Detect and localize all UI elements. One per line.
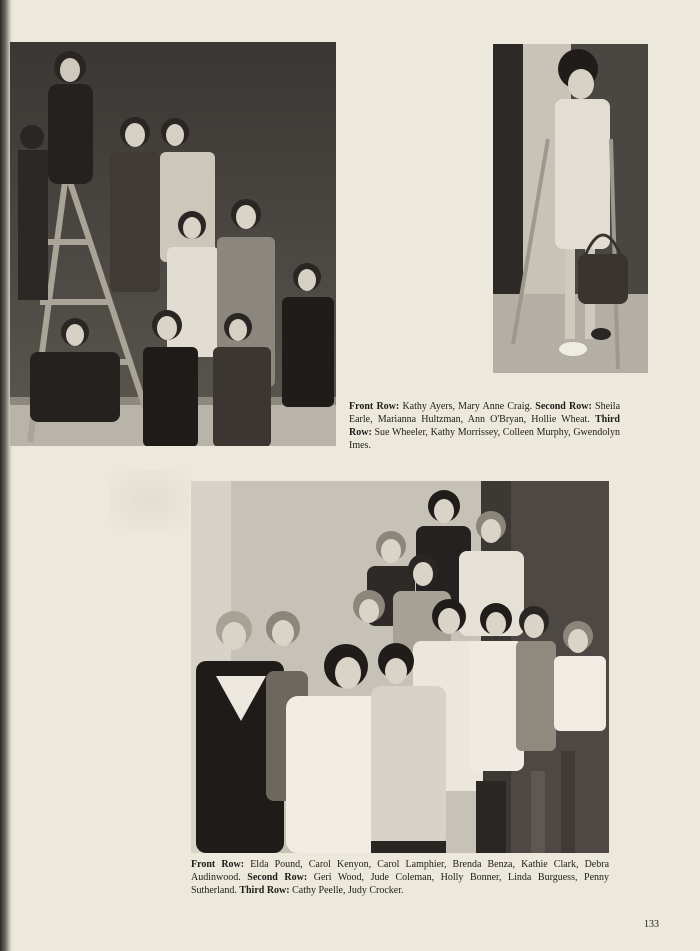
row-label: Front Row: [349,401,400,412]
row-label: Second Row: [247,872,308,883]
caption-top-photo [349,400,620,452]
group-photo-ladder [10,42,336,446]
row-names: Geri Wood, Jude Coleman, Holly Bonner, Linda Burguess, Penny Sutherland. [191,872,610,896]
group-photo-stage [191,481,609,853]
row-names: Sue Wheeler, Kathy Morrissey, Colleen Murphy, Gwendolyn Imes. [349,427,620,451]
photo-girl-on-crutches [493,44,648,373]
page-number: 133 [644,919,659,930]
page-smudge [110,470,190,530]
row-label: Third Row: [349,414,620,438]
row-label: Second Row: [535,401,592,412]
row-names: Elda Pound, Carol Kenyon, Carol Lamphier, Brenda Benza, Kathie Clark, Debra Audinwood. [191,859,610,883]
row-names: Kathy Ayers, Mary Anne Craig. [402,401,533,412]
row-names: Cathy Peelle, Judy Crocker. [292,885,404,896]
row-names: Sheila Earle, Marianna Hultzman, Ann O'Bryan, Hollie Wheat. [349,401,621,425]
caption-bottom-photo [191,858,609,897]
row-label: Third Row: [239,885,290,896]
row-label: Front Row: [191,859,245,870]
